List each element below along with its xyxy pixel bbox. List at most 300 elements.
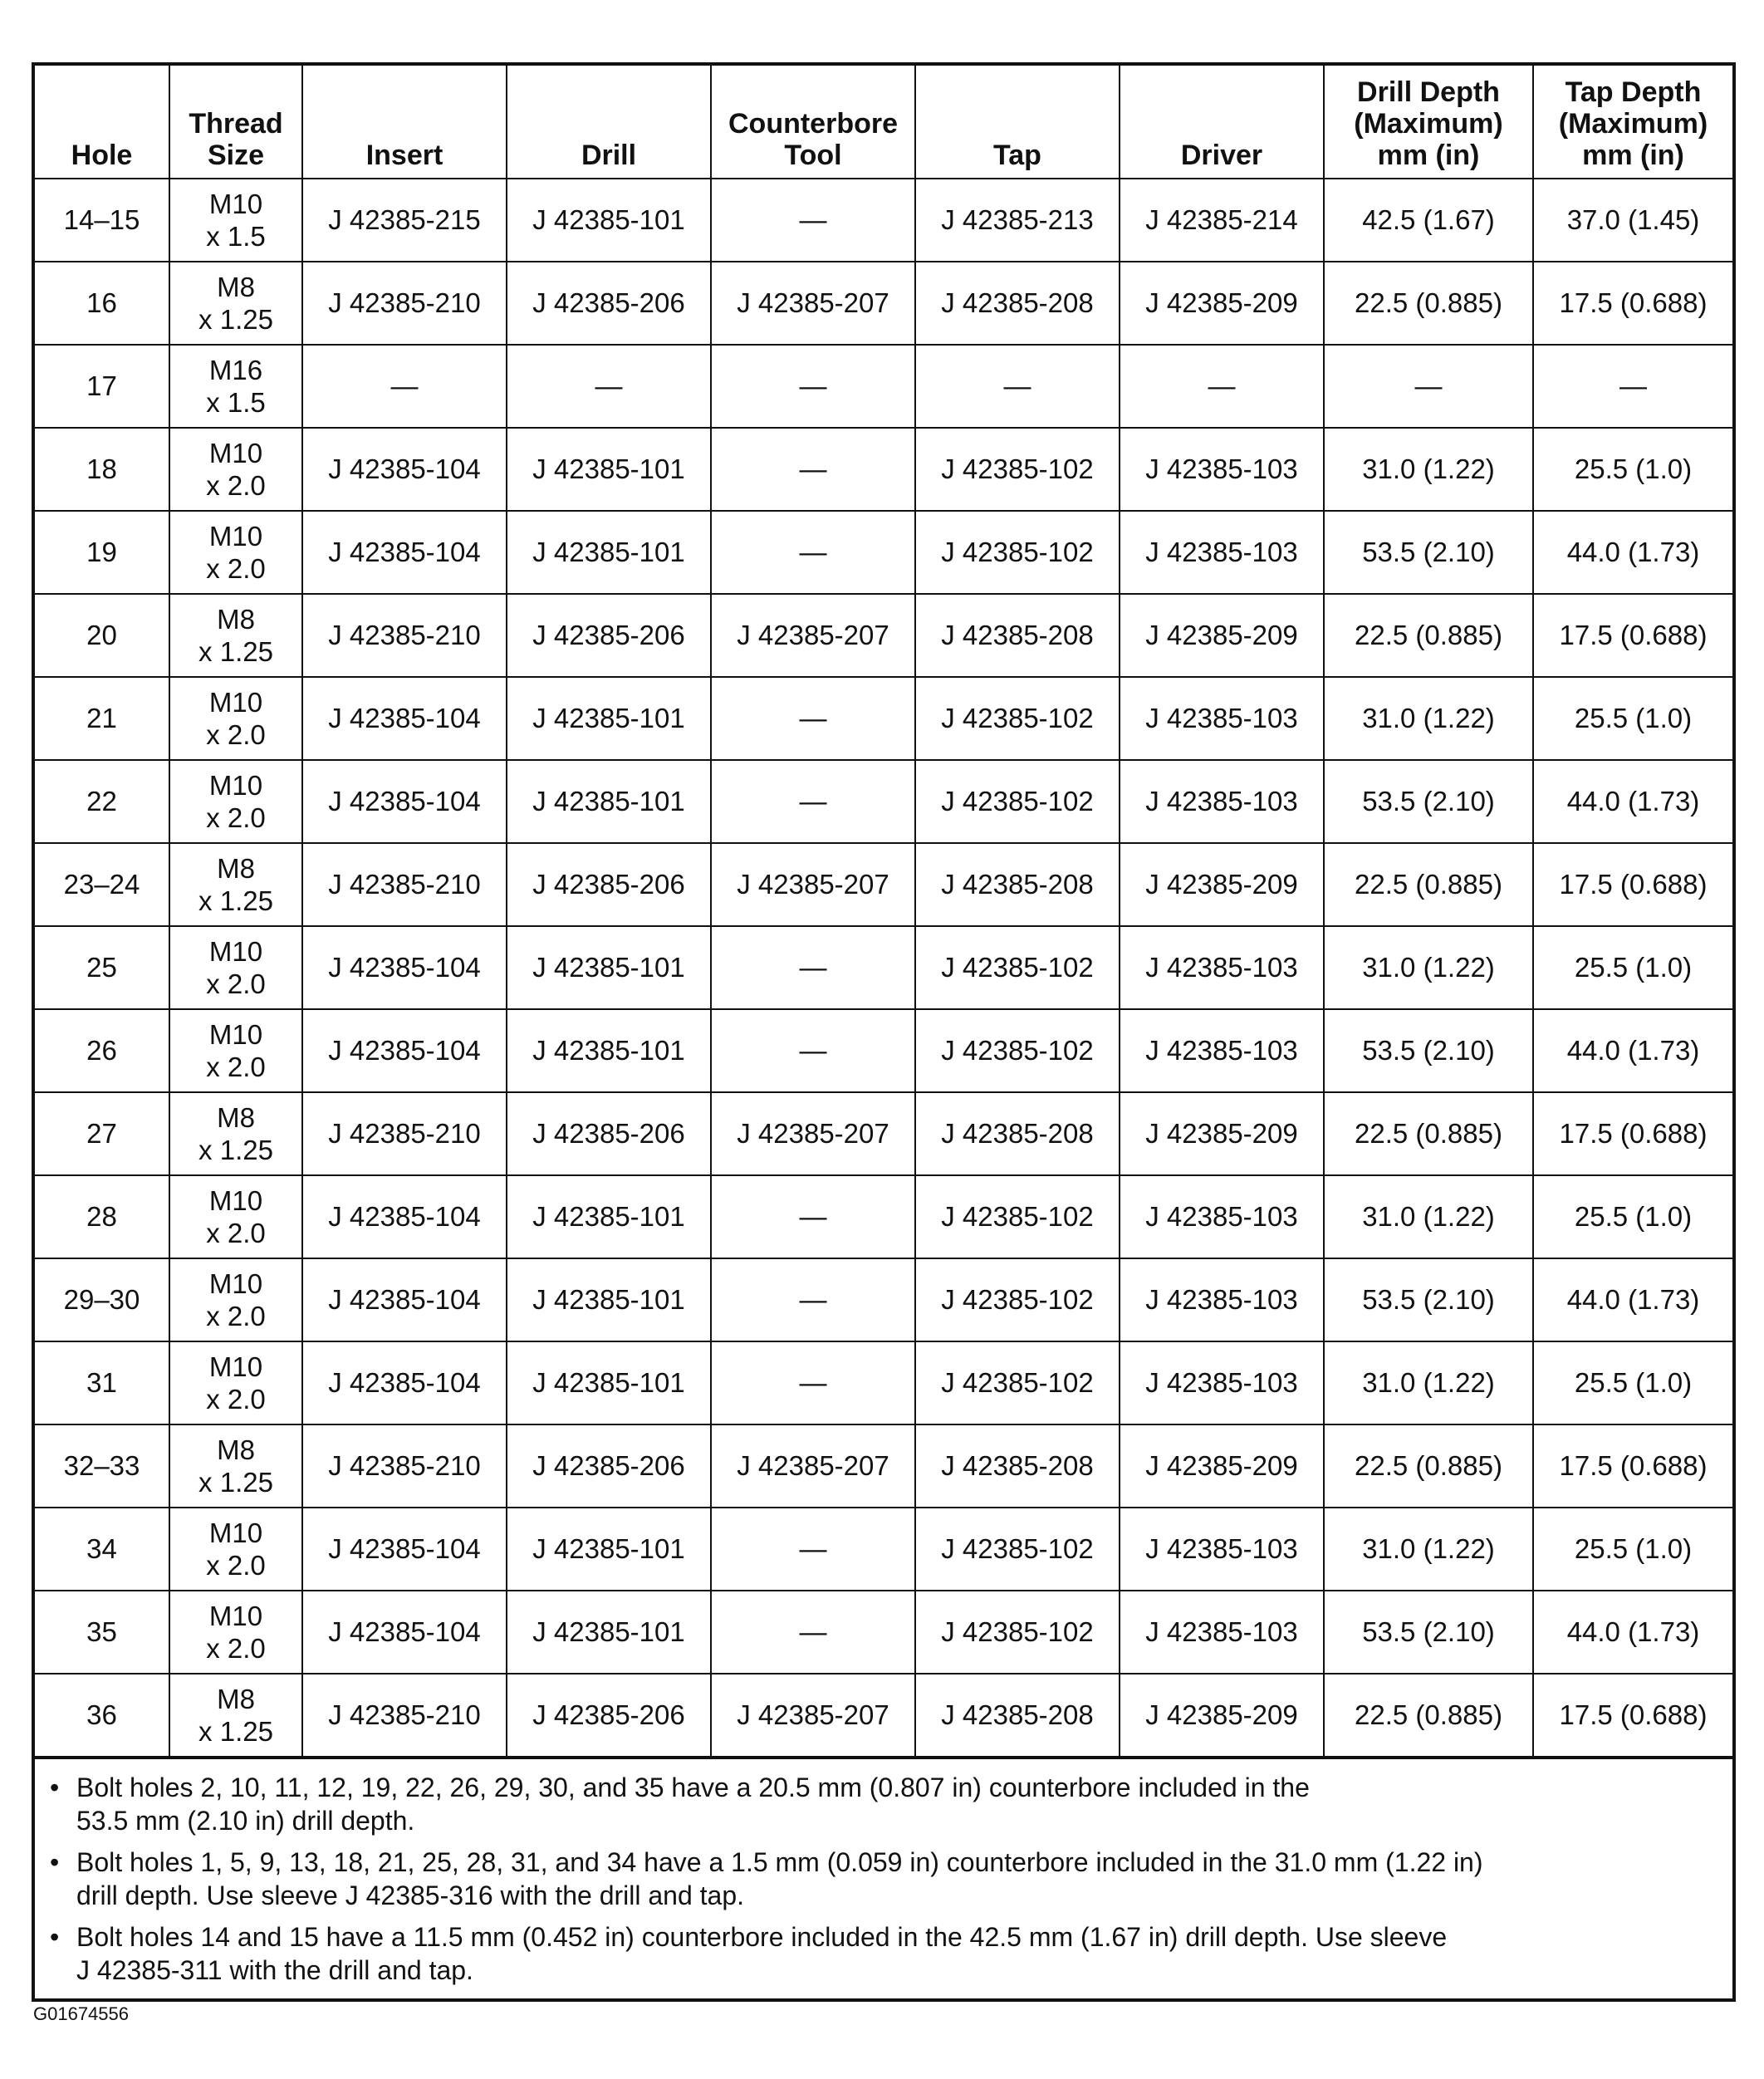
- cell-hole: [35, 428, 169, 511]
- cell-drill-depth: [1324, 1424, 1533, 1508]
- cell-value: 22.5 (0.885): [1355, 1699, 1502, 1730]
- cell-thread: [169, 179, 302, 262]
- cell-hole: [35, 594, 169, 677]
- cell-value: 25.5 (1.0): [1574, 703, 1693, 733]
- cell-hole: [35, 1009, 169, 1092]
- cell-value: J 42385-210: [328, 620, 481, 650]
- thread-size-line: M8: [217, 1102, 255, 1133]
- cell-value: J 42385-103: [1145, 1284, 1298, 1315]
- thread-size-line: x 1.25: [198, 1716, 273, 1747]
- cell-counterbore: [711, 594, 915, 677]
- cell-value: J 42385-207: [737, 1450, 889, 1481]
- cell-drill-depth: [1324, 677, 1533, 760]
- table-row: [35, 511, 1732, 594]
- cell-value: J 42385-104: [328, 1201, 481, 1232]
- cell-drill-depth: [1324, 1341, 1533, 1424]
- cell-drill-depth: [1324, 345, 1533, 428]
- cell-driver: [1120, 511, 1324, 594]
- cell-value: 37.0 (1.45): [1566, 204, 1700, 235]
- cell-value: J 42385-103: [1145, 1201, 1298, 1232]
- thread-size-line: M8: [217, 272, 255, 302]
- column-header-line: Tool: [784, 140, 842, 171]
- cell-driver: [1120, 926, 1324, 1009]
- cell-hole: [35, 511, 169, 594]
- cell-insert: [302, 677, 507, 760]
- cell-value: 32–33: [63, 1450, 140, 1481]
- cell-value: J 42385-209: [1145, 869, 1298, 900]
- thread-size-line: M10: [208, 936, 263, 967]
- cell-value: 22.5 (0.885): [1355, 1450, 1502, 1481]
- cell-value: J 42385-103: [1145, 537, 1298, 567]
- cell-value: 31.0 (1.22): [1362, 1367, 1495, 1398]
- cell-tap: [915, 843, 1120, 926]
- cell-driver: [1120, 1258, 1324, 1341]
- table-row: [35, 1175, 1732, 1258]
- thread-size-line: M10: [208, 189, 263, 219]
- notes-section: [35, 1758, 1732, 1998]
- cell-value: J 42385-104: [328, 1533, 481, 1564]
- cell-value: 44.0 (1.73): [1566, 1035, 1700, 1066]
- cell-value: J 42385-101: [532, 1035, 685, 1066]
- cell-tap-depth: [1533, 1009, 1732, 1092]
- cell-tap: [915, 1424, 1120, 1508]
- cell-value: 31.0 (1.22): [1362, 952, 1495, 983]
- cell-hole: [35, 1508, 169, 1591]
- cell-value: 44.0 (1.73): [1566, 1284, 1700, 1315]
- cell-value: J 42385-102: [941, 454, 1094, 484]
- cell-thread: [169, 1009, 302, 1092]
- cell-tap: [915, 1009, 1120, 1092]
- cell-value: 44.0 (1.73): [1566, 537, 1700, 567]
- cell-value: 42.5 (1.67): [1362, 204, 1495, 235]
- cell-thread: [169, 1341, 302, 1424]
- table-row: [35, 1009, 1732, 1092]
- cell-value: 25.5 (1.0): [1574, 1201, 1693, 1232]
- cell-counterbore: [711, 511, 915, 594]
- thread-size-line: x 1.5: [206, 221, 266, 252]
- cell-insert: [302, 1341, 507, 1424]
- cell-value: 17.5 (0.688): [1559, 620, 1708, 650]
- cell-value: 44.0 (1.73): [1566, 1616, 1700, 1647]
- cell-tap: [915, 677, 1120, 760]
- thread-size-line: x 1.25: [198, 1135, 273, 1165]
- cell-value: 17.5 (0.688): [1559, 1450, 1708, 1481]
- cell-tap-depth: [1533, 843, 1732, 926]
- tool-specification-table: [35, 66, 1732, 1758]
- thread-size-line: M10: [208, 1351, 263, 1382]
- column-header-line: (Maximum): [1354, 108, 1503, 140]
- thread-size-line: M8: [217, 604, 255, 635]
- cell-value: —: [1208, 370, 1236, 401]
- cell-value: 53.5 (2.10): [1362, 1616, 1495, 1647]
- column-header-line: (Maximum): [1558, 108, 1708, 140]
- cell-tap: [915, 1175, 1120, 1258]
- cell-hole: [35, 1674, 169, 1757]
- cell-value: 35: [86, 1616, 117, 1647]
- note-text-line: Bolt holes 14 and 15 have a 11.5 mm (0.452 in) counterbore included in the 42.5 mm (1.67 in) drill depth. Use sleeve: [76, 1922, 1448, 1952]
- column-header-tap: [915, 66, 1120, 179]
- cell-hole: [35, 1092, 169, 1175]
- cell-thread: [169, 760, 302, 843]
- cell-value: 22.5 (0.885): [1355, 287, 1502, 318]
- cell-drill: [507, 262, 711, 345]
- cell-tap-depth: [1533, 926, 1732, 1009]
- cell-hole: [35, 843, 169, 926]
- cell-tap-depth: [1533, 179, 1732, 262]
- cell-value: J 42385-209: [1145, 1450, 1298, 1481]
- cell-value: J 42385-104: [328, 1367, 481, 1398]
- thread-size-line: x 1.25: [198, 636, 273, 667]
- cell-drill: [507, 1508, 711, 1591]
- cell-drill: [507, 677, 711, 760]
- cell-value: J 42385-104: [328, 703, 481, 733]
- cell-tap: [915, 1341, 1120, 1424]
- cell-drill: [507, 1591, 711, 1674]
- cell-value: J 42385-102: [941, 952, 1094, 983]
- cell-value: —: [390, 370, 419, 401]
- cell-value: J 42385-102: [941, 1616, 1094, 1647]
- thread-size-line: M10: [208, 1518, 263, 1548]
- cell-value: 18: [86, 454, 117, 484]
- cell-value: J 42385-101: [532, 1616, 685, 1647]
- cell-counterbore: [711, 1591, 915, 1674]
- cell-thread: [169, 345, 302, 428]
- cell-thread: [169, 1258, 302, 1341]
- thread-size-line: x 1.25: [198, 885, 273, 916]
- cell-value: 16: [86, 287, 117, 318]
- cell-value: J 42385-102: [941, 703, 1094, 733]
- cell-value: J 42385-104: [328, 786, 481, 816]
- cell-tap-depth: [1533, 262, 1732, 345]
- cell-driver: [1120, 1092, 1324, 1175]
- cell-value: J 42385-207: [737, 1118, 889, 1149]
- cell-value: J 42385-102: [941, 1201, 1094, 1232]
- thread-size-line: x 1.25: [198, 304, 273, 335]
- cell-hole: [35, 760, 169, 843]
- cell-value: 25.5 (1.0): [1574, 1533, 1693, 1564]
- cell-tap: [915, 1508, 1120, 1591]
- cell-thread: [169, 1424, 302, 1508]
- cell-thread: [169, 677, 302, 760]
- bullet-icon: •: [50, 1922, 60, 1952]
- cell-counterbore: [711, 1009, 915, 1092]
- thread-size-line: x 2.0: [206, 968, 266, 999]
- column-header-line: Drill Depth: [1357, 76, 1500, 108]
- cell-value: 53.5 (2.10): [1362, 1035, 1495, 1066]
- cell-value: —: [799, 1367, 827, 1398]
- cell-tap-depth: [1533, 1674, 1732, 1757]
- cell-drill-depth: [1324, 760, 1533, 843]
- cell-insert: [302, 1009, 507, 1092]
- table-row: [35, 677, 1732, 760]
- note-text-line: J 42385-311 with the drill and tap.: [76, 1955, 473, 1985]
- cell-counterbore: [711, 428, 915, 511]
- table-row: [35, 926, 1732, 1009]
- cell-value: J 42385-104: [328, 454, 481, 484]
- table-row: [35, 262, 1732, 345]
- thread-size-line: x 2.0: [206, 802, 266, 833]
- cell-hole: [35, 1175, 169, 1258]
- cell-drill: [507, 1175, 711, 1258]
- cell-counterbore: [711, 1258, 915, 1341]
- cell-insert: [302, 428, 507, 511]
- cell-value: J 42385-208: [941, 1699, 1094, 1730]
- cell-tap: [915, 428, 1120, 511]
- cell-counterbore: [711, 760, 915, 843]
- table-row: [35, 1591, 1732, 1674]
- cell-value: J 42385-103: [1145, 1035, 1298, 1066]
- cell-drill: [507, 1341, 711, 1424]
- cell-value: 31.0 (1.22): [1362, 454, 1495, 484]
- cell-driver: [1120, 760, 1324, 843]
- cell-drill: [507, 179, 711, 262]
- cell-tap: [915, 926, 1120, 1009]
- cell-value: 17.5 (0.688): [1559, 1118, 1708, 1149]
- cell-value: J 42385-103: [1145, 786, 1298, 816]
- cell-value: 53.5 (2.10): [1362, 537, 1495, 567]
- cell-value: J 42385-101: [532, 786, 685, 816]
- cell-thread: [169, 843, 302, 926]
- cell-value: 19: [86, 537, 117, 567]
- cell-drill: [507, 1258, 711, 1341]
- bullet-icon: •: [50, 1773, 60, 1802]
- cell-driver: [1120, 1424, 1324, 1508]
- cell-tap: [915, 1591, 1120, 1674]
- column-header-line: mm (in): [1377, 140, 1480, 171]
- thread-size-line: M10: [208, 1601, 263, 1631]
- cell-value: J 42385-208: [941, 287, 1094, 318]
- thread-size-line: x 1.5: [206, 387, 266, 418]
- table-row: [35, 594, 1732, 677]
- cell-thread: [169, 594, 302, 677]
- cell-thread: [169, 1092, 302, 1175]
- cell-drill-depth: [1324, 262, 1533, 345]
- cell-value: 17: [86, 370, 117, 401]
- cell-value: 27: [86, 1118, 117, 1149]
- table-row: [35, 1341, 1732, 1424]
- cell-value: J 42385-101: [532, 1533, 685, 1564]
- column-header-line: Drill: [581, 140, 637, 171]
- cell-value: 53.5 (2.10): [1362, 786, 1495, 816]
- cell-value: J 42385-206: [532, 1699, 685, 1730]
- column-header-line: Tap Depth: [1565, 76, 1702, 108]
- table-row: [35, 428, 1732, 511]
- cell-tap: [915, 1674, 1120, 1757]
- thread-size-line: x 2.0: [206, 1633, 266, 1664]
- cell-value: J 42385-210: [328, 1450, 481, 1481]
- cell-tap-depth: [1533, 1175, 1732, 1258]
- note-item: [50, 1846, 1714, 1912]
- cell-driver: [1120, 1508, 1324, 1591]
- cell-value: 22.5 (0.885): [1355, 620, 1502, 650]
- cell-drill-depth: [1324, 1591, 1533, 1674]
- cell-drill: [507, 1092, 711, 1175]
- cell-value: J 42385-214: [1145, 204, 1298, 235]
- column-header-line: Size: [207, 140, 265, 171]
- cell-insert: [302, 511, 507, 594]
- cell-hole: [35, 677, 169, 760]
- cell-value: 17.5 (0.688): [1559, 869, 1708, 900]
- note-text-line: drill depth. Use sleeve J 42385-316 with the drill and tap.: [76, 1880, 745, 1910]
- cell-tap-depth: [1533, 1341, 1732, 1424]
- cell-value: 17.5 (0.688): [1559, 1699, 1708, 1730]
- cell-value: —: [595, 370, 623, 401]
- cell-insert: [302, 1175, 507, 1258]
- note-item: [50, 1920, 1714, 1987]
- cell-value: J 42385-209: [1145, 620, 1298, 650]
- cell-value: J 42385-209: [1145, 287, 1298, 318]
- thread-size-line: M10: [208, 521, 263, 552]
- cell-value: 28: [86, 1201, 117, 1232]
- cell-insert: [302, 345, 507, 428]
- column-header-line: Counterbore: [728, 108, 898, 140]
- cell-value: J 42385-101: [532, 1367, 685, 1398]
- cell-tap-depth: [1533, 511, 1732, 594]
- cell-value: —: [799, 1616, 827, 1647]
- cell-counterbore: [711, 1674, 915, 1757]
- cell-insert: [302, 179, 507, 262]
- cell-tap: [915, 594, 1120, 677]
- thread-size-line: M10: [208, 438, 263, 468]
- cell-counterbore: [711, 179, 915, 262]
- note-text-line: Bolt holes 2, 10, 11, 12, 19, 22, 26, 29, 30, and 35 have a 20.5 mm (0.807 in) counterbore included in the: [76, 1773, 1310, 1802]
- cell-drill: [507, 1674, 711, 1757]
- cell-value: —: [799, 952, 827, 983]
- cell-counterbore: [711, 926, 915, 1009]
- cell-value: J 42385-207: [737, 869, 889, 900]
- thread-size-line: M10: [208, 1185, 263, 1216]
- cell-thread: [169, 1591, 302, 1674]
- cell-tap: [915, 760, 1120, 843]
- cell-drill: [507, 511, 711, 594]
- column-header-line: Tap: [993, 140, 1041, 171]
- cell-tap-depth: [1533, 677, 1732, 760]
- cell-driver: [1120, 843, 1324, 926]
- cell-tap: [915, 1258, 1120, 1341]
- table-row: [35, 760, 1732, 843]
- thread-size-line: x 2.0: [206, 553, 266, 584]
- table-row: [35, 1258, 1732, 1341]
- cell-value: J 42385-102: [941, 1035, 1094, 1066]
- cell-value: —: [799, 370, 827, 401]
- cell-insert: [302, 843, 507, 926]
- cell-drill-depth: [1324, 1009, 1533, 1092]
- cell-value: J 42385-104: [328, 1284, 481, 1315]
- cell-tap-depth: [1533, 345, 1732, 428]
- cell-drill: [507, 843, 711, 926]
- cell-tap-depth: [1533, 1591, 1732, 1674]
- figure-id: G01674556: [33, 2003, 129, 2024]
- table-row: [35, 1424, 1732, 1508]
- cell-value: J 42385-206: [532, 1450, 685, 1481]
- cell-drill: [507, 594, 711, 677]
- cell-driver: [1120, 179, 1324, 262]
- cell-value: 14–15: [63, 204, 140, 235]
- cell-tap: [915, 345, 1120, 428]
- column-header-tap-depth: [1533, 66, 1732, 179]
- cell-value: —: [799, 537, 827, 567]
- cell-insert: [302, 1092, 507, 1175]
- thread-size-line: M8: [217, 1684, 255, 1714]
- cell-drill: [507, 1424, 711, 1508]
- cell-counterbore: [711, 1092, 915, 1175]
- thread-size-line: M10: [208, 770, 263, 801]
- cell-value: J 42385-103: [1145, 1367, 1298, 1398]
- cell-drill: [507, 1009, 711, 1092]
- cell-value: J 42385-102: [941, 1533, 1094, 1564]
- cell-value: J 42385-206: [532, 1118, 685, 1149]
- column-header-drill-depth: [1324, 66, 1533, 179]
- cell-tap-depth: [1533, 1258, 1732, 1341]
- cell-value: J 42385-210: [328, 287, 481, 318]
- cell-driver: [1120, 1341, 1324, 1424]
- cell-thread: [169, 1508, 302, 1591]
- cell-tap-depth: [1533, 1508, 1732, 1591]
- cell-value: —: [799, 786, 827, 816]
- cell-value: 36: [86, 1699, 117, 1730]
- column-header-driver: [1120, 66, 1324, 179]
- cell-value: J 42385-103: [1145, 952, 1298, 983]
- cell-value: 25: [86, 952, 117, 983]
- cell-value: J 42385-208: [941, 1118, 1094, 1149]
- cell-value: —: [799, 1284, 827, 1315]
- cell-tap-depth: [1533, 428, 1732, 511]
- table-row: [35, 179, 1732, 262]
- thread-size-line: x 2.0: [206, 1301, 266, 1331]
- cell-driver: [1120, 677, 1324, 760]
- cell-driver: [1120, 1674, 1324, 1757]
- cell-value: 31.0 (1.22): [1362, 1201, 1495, 1232]
- cell-insert: [302, 262, 507, 345]
- cell-drill-depth: [1324, 1258, 1533, 1341]
- cell-value: J 42385-210: [328, 1118, 481, 1149]
- bullet-icon: •: [50, 1847, 60, 1877]
- cell-drill-depth: [1324, 1674, 1533, 1757]
- cell-value: 23–24: [63, 869, 140, 900]
- cell-value: J 42385-207: [737, 620, 889, 650]
- column-header-line: Thread: [189, 108, 283, 140]
- cell-value: J 42385-101: [532, 537, 685, 567]
- cell-value: 31.0 (1.22): [1362, 1533, 1495, 1564]
- thread-size-line: M16: [208, 355, 263, 385]
- thread-size-line: x 2.0: [206, 1218, 266, 1248]
- cell-driver: [1120, 1591, 1324, 1674]
- cell-value: 31.0 (1.22): [1362, 703, 1495, 733]
- cell-hole: [35, 926, 169, 1009]
- cell-hole: [35, 1341, 169, 1424]
- note-item: [50, 1771, 1714, 1837]
- cell-hole: [35, 179, 169, 262]
- cell-counterbore: [711, 1175, 915, 1258]
- thread-size-line: M8: [217, 853, 255, 884]
- cell-value: —: [1003, 370, 1031, 401]
- cell-value: J 42385-101: [532, 1201, 685, 1232]
- cell-value: J 42385-101: [532, 952, 685, 983]
- cell-value: J 42385-213: [941, 204, 1094, 235]
- cell-drill-depth: [1324, 428, 1533, 511]
- cell-value: 25.5 (1.0): [1574, 454, 1693, 484]
- cell-driver: [1120, 594, 1324, 677]
- cell-hole: [35, 1591, 169, 1674]
- cell-value: J 42385-207: [737, 287, 889, 318]
- cell-value: J 42385-103: [1145, 1616, 1298, 1647]
- cell-insert: [302, 760, 507, 843]
- cell-thread: [169, 511, 302, 594]
- thread-size-line: M10: [208, 1268, 263, 1299]
- thread-size-line: x 2.0: [206, 1384, 266, 1415]
- cell-value: J 42385-206: [532, 287, 685, 318]
- cell-value: 22.5 (0.885): [1355, 869, 1502, 900]
